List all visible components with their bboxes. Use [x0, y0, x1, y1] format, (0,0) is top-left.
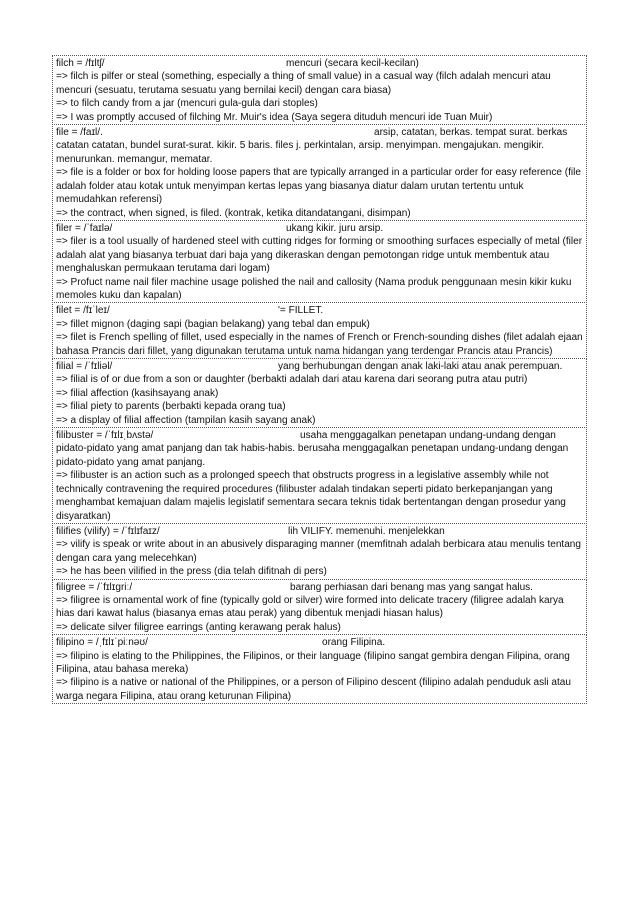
dictionary-entry [52, 427, 587, 524]
dictionary-entry [52, 124, 587, 221]
entry-headline [56, 126, 584, 139]
dictionary-entry [52, 579, 587, 636]
entry-meaning: '= FILLET. [278, 305, 324, 317]
entry-meaning: ukang kikir. juru arsip. [286, 222, 384, 234]
entry-headline [56, 57, 584, 70]
entry-meaning: orang Filipina. [322, 637, 386, 649]
entry-headline [56, 581, 584, 594]
dictionary-entry [52, 302, 587, 359]
entry-example-line: => filipino is a native or national of the Philippines, or a person of Filipino descent (filipino adalah penduduk asli atau warga negara Filipina, atau orang keturunan Filipina) [56, 677, 571, 702]
entry-meaning: arsip, catatan, berkas. tempat surat. berkas catatan catatan, bundel surat-surat. kikir. 5 baris. files j. perkintalan, arsip. menyimpan. mengajukan. mengikir. menurunkan. memangur, mematar. [56, 127, 568, 165]
entry-meaning: barang perhiasan dari benang mas yang sangat halus. [290, 581, 533, 593]
entry-example-line: => filch is pilfer or steal (something, especially a thing of small value) in a casual way (filch adalah mencuri atau mencuri (sesuatu, terutama sesuatu yang bernilai kecil) dengan cara biasa) [56, 71, 551, 96]
entry-example-line: => filipino is elating to the Philippines, the Filipinos, or their language (filipino sangat gembira dengan Filipina, orang Filipina, atau bahasa mereka) [56, 650, 570, 676]
entry-headword: filigree = /ˈfɪlɪgriː/ [56, 581, 133, 593]
entry-example-line: => Profuct name nail filer machine usage polished the nail and callosity (Nama produk penggunaan mesin kikir kuku memoles kuku dan kapalan) [56, 276, 572, 301]
entry-headline [56, 429, 584, 442]
entry-example-line: => fillet mignon (daging sapi (bagian belakang) yang tebal dan empuk) [56, 318, 370, 330]
entry-headline [56, 636, 584, 649]
entry-headword: file = /faɪl/. [56, 127, 103, 139]
entry-headword: filet = /fɪˈleɪ/ [56, 305, 110, 317]
entry-headword: filer = /ˈfaɪlə/ [56, 222, 113, 234]
entry-example-line: => a display of filial affection (tampilan kasih sayang anak) [56, 414, 316, 426]
entry-headline [56, 304, 584, 317]
entry-example-line: => filer is a tool usually of hardened steel with cutting ridges for forming or smoothing surfaces especially of metal (filer adalah alat yang biasanya terbuat dari baja yang dikeraskan dengan pemotongan ridge untuk membentuk atau menghaluskan permukaan terutama dari logam) [56, 236, 583, 275]
entry-example-line: => to filch candy from a jar (mencuri gula-gula dari stoples) [56, 98, 318, 110]
entry-meaning: yang berhubungan dengan anak laki-laki atau anak perempuan. [278, 361, 563, 373]
entry-example-line: => he has been vilified in the press (dia telah difitnah di pers) [56, 566, 327, 578]
entry-headline [56, 222, 584, 235]
entry-headword: filch = /fɪltʃ/ [56, 58, 105, 69]
entry-example-line: => filial affection (kasihsayang anak) [56, 387, 219, 399]
entry-headword: filifies (vilify) = /ˈfɪlɪfaɪz/ [56, 525, 160, 537]
entry-example-line: => filet is French spelling of fillet, used especially in the names of French or French-sounding dishes (filet adalah ejaan bahasa Prancis dari fillet, yang digunakan terutama untuk nama hidangan yang terdengar Prancis atau Prancis) [56, 332, 583, 357]
entry-headword: filipino = /ˌfɪlɪˈpiːnəʊ/ [56, 637, 148, 649]
dictionary-entry [52, 220, 587, 303]
dictionary-entry [52, 55, 587, 125]
entry-example-line: => filial piety to parents (berbakti kepada orang tua) [56, 401, 286, 413]
entry-headline [56, 360, 584, 373]
entry-example-line: => vilify is speak or write about in an abusively disparaging manner (memfitnah adalah berbicara atau menulis tentang dengan cara yang melecehkan) [56, 539, 581, 564]
entry-headword: filial = /ˈfɪliəl/ [56, 361, 113, 372]
entry-example-line: => I was promptly accused of filching Mr. Muir's idea (Saya segera dituduh mencuri ide Tuan Muir) [56, 111, 493, 123]
entry-headline [56, 525, 584, 538]
dictionary-entry [52, 358, 587, 428]
dictionary-entry [52, 523, 587, 580]
entry-example-line: => the contract, when signed, is filed. (kontrak, ketika ditandatangani, disimpan) [56, 207, 411, 219]
entry-example-line: => file is a folder or box for holding loose papers that are typically arranged in a particular order for easy reference (file adalah folder atau kotak untuk menyimpan kertas lepas yang biasanya diatur dalam urutan tertentu untuk memudahkan referensi) [56, 167, 581, 206]
entry-meaning: usaha menggagalkan penetapan undang-undang dengan pidato-pidato yang amat panjang dan tak habis-habis. berusaha menggagalkan penetapan undang-undang dengan pidato-pidato yang amat panjang. [56, 430, 569, 468]
dictionary-entry [52, 634, 587, 704]
entry-meaning: mencuri (secara kecil-kecilan) [286, 58, 419, 70]
entry-example-line: => filial is of or due from a son or daughter (berbakti adalah dari atau karena dari seorang putra atau putri) [56, 374, 528, 386]
entry-headword: filibuster = /ˈfɪlɪˌbʌstə/ [56, 430, 154, 442]
entry-example-line: => delicate silver filigree earrings (anting kerawang perak halus) [56, 621, 341, 633]
entry-example-line: => filigree is ornamental work of fine (typically gold or silver) wire formed into delicate tracery (filigree adalah karya hias dari kawat halus (biasanya emas atau perak) yang dibentuk menjadi hiasan halus) [56, 594, 564, 620]
entry-example-line: => filibuster is an action such as a prolonged speech that obstructs progress in a legislative assembly while not technically contravening the required procedures (filibuster adalah tindakan seperti pidato berkepanjangan yang menghambat kemajuan dalam majelis legislatif sementara secara teknis tidak bertentangan dengan prosedur yang disyaratkan) [56, 470, 566, 522]
entry-meaning: lih VILIFY. memenuhi. menjelekkan [288, 525, 445, 537]
dictionary-page [52, 55, 587, 704]
